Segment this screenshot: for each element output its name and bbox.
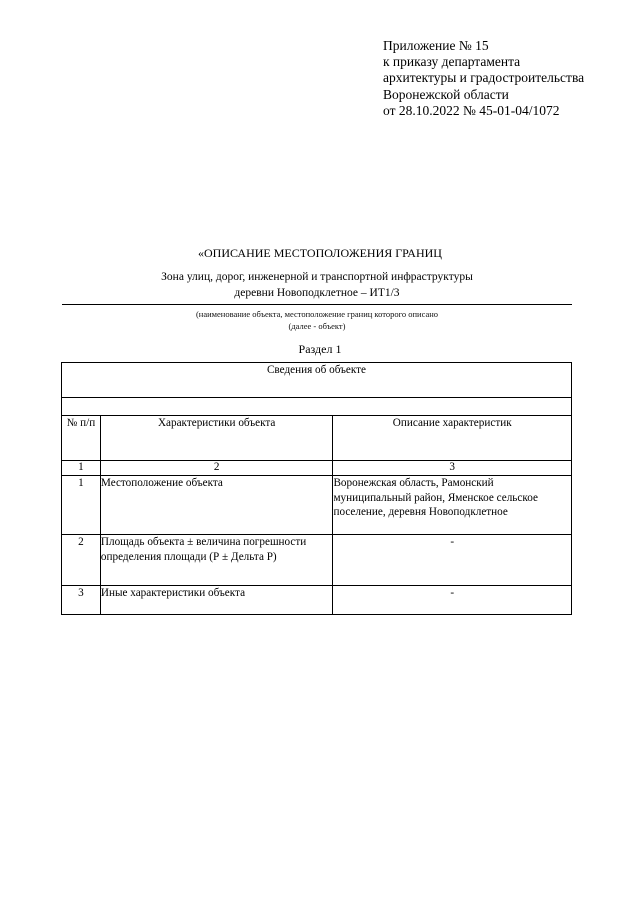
caption-line: (далее - объект) <box>288 321 346 331</box>
appendix-line: Воронежской области <box>383 86 509 102</box>
table-title: Сведения об объекте <box>62 363 572 398</box>
appendix-line: Приложение № 15 <box>383 38 489 53</box>
row-num: 1 <box>62 476 101 535</box>
table-row <box>62 476 572 535</box>
object-name <box>62 270 572 301</box>
table-title-row <box>62 363 572 398</box>
caption-line: (наименование объекта, местоположение границ которого описано <box>195 309 439 319</box>
table-row <box>62 586 572 615</box>
header-description: Описание характеристик <box>333 416 572 461</box>
header-characteristics: Характеристики объекта <box>100 416 333 461</box>
column-number-row <box>62 461 572 476</box>
row-num: 2 <box>62 535 101 586</box>
row-characteristic: Иные характеристики объекта <box>100 586 333 615</box>
appendix-line: от 28.10.2022 № 45-01-04/1072 <box>383 102 560 118</box>
table-row <box>62 535 572 586</box>
row-description: - <box>333 535 572 586</box>
section-title: Раздел 1 <box>298 342 342 356</box>
object-name-underline <box>62 304 572 305</box>
table-empty-row <box>62 398 572 416</box>
appendix-line: архитектуры и градостроительства <box>383 70 585 86</box>
object-name-line: деревни Новоподклетное – ИТ1/3 <box>234 286 400 299</box>
row-description: - <box>333 586 572 615</box>
object-name-line: Зона улиц, дорог, инженерной и транспортной инфраструктуры <box>161 271 473 283</box>
table-header-row <box>62 416 572 461</box>
object-info-table <box>61 362 572 615</box>
row-characteristic: Местоположение объекта <box>100 476 333 535</box>
row-num: 3 <box>62 586 101 615</box>
row-description: Воронежская область, Рамонский муниципальный район, Яменское сельское поселение, деревня Новоподклетное <box>333 476 572 535</box>
empty-cell <box>62 398 572 416</box>
column-number: 1 <box>62 461 101 476</box>
column-number: 2 <box>100 461 333 476</box>
column-number: 3 <box>333 461 572 476</box>
row-characteristic: Площадь объекта ± величина погрешности определения площади (Р ± Дельта Р) <box>100 535 333 586</box>
appendix-header <box>383 38 584 119</box>
document-title: «ОПИСАНИЕ МЕСТОПОЛОЖЕНИЯ ГРАНИЦ <box>198 246 442 260</box>
header-num: № п/п <box>62 416 101 461</box>
appendix-line: к приказу департамента <box>383 54 521 70</box>
object-name-caption <box>62 308 572 332</box>
